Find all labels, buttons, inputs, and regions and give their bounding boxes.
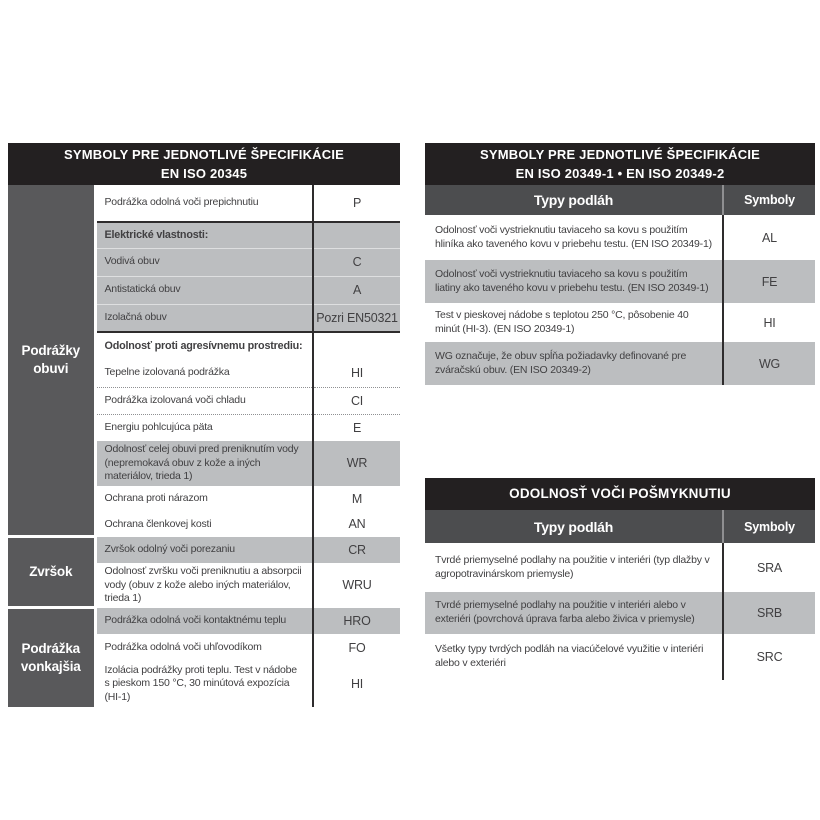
row-description: Odolnosť voči vystrieknutiu taviaceho sa kovu s použitím liatiny ako taveného kovu v priebehu testu. (EN ISO 20349-1)	[425, 260, 723, 303]
table-title-line1: SYMBOLY PRE JEDNOTLIVÉ ŠPECIFIKÁCIE	[479, 146, 761, 162]
row-symbol: SRC	[723, 634, 815, 680]
table-title: ODOLNOSŤ VOČI POŠMYKNUTIU	[425, 478, 815, 510]
row-description: Test v pieskovej nádobe s teplotou 250 °C, pôsobenie 40 minút (HI-3). (EN ISO 20349-1)	[425, 303, 723, 342]
row-symbol: AN	[313, 512, 400, 537]
row-description: Izolačná obuv	[95, 304, 313, 332]
row-symbol: AL	[723, 215, 815, 260]
table-row	[425, 215, 815, 260]
row-symbol: WRU	[313, 563, 400, 608]
row-symbol: WG	[723, 342, 815, 385]
row-description: Všetky typy tvrdých podláh na viacúčelové využitie v interiéri alebo v exteriéri	[425, 634, 723, 680]
row-description: WG označuje, že obuv spĺňa požiadavky definované pre zváračskú obuv. (EN ISO 20349-2)	[425, 342, 723, 385]
table-row	[425, 592, 815, 634]
row-description: Ochrana proti nárazom	[95, 486, 313, 512]
row-description: Tvrdé priemyselné podlahy na použitie v interiéri (typ dlažby v agropotravinárskom priemysle)	[425, 543, 723, 592]
table-title	[8, 143, 400, 185]
table-en-iso-20349	[425, 143, 815, 385]
column-header-symboly: Symboly	[723, 185, 815, 215]
row-description: Odolnosť proti agresívnemu prostrediu:	[95, 332, 313, 360]
row-description: Podrážka odolná voči kontaktnému teplu	[95, 608, 313, 634]
row-symbol: FO	[313, 634, 400, 662]
row-description: Podrážka izolovaná voči chladu	[95, 387, 313, 414]
table-title-line2: EN ISO 20349-1 • EN ISO 20349-2	[515, 166, 725, 181]
row-description: Tepelne izolovaná podrážka	[95, 360, 313, 387]
category-podrazka-vonkajsia: Podrážka vonkajšia	[8, 608, 95, 707]
row-symbol: M	[313, 486, 400, 512]
category-podrazky-obuvi: Podrážky obuvi	[8, 185, 95, 537]
row-symbol: SRB	[723, 592, 815, 634]
column-header-typy-podlah: Typy podláh	[425, 510, 723, 543]
row-description: Zvršok odolný voči porezaniu	[95, 537, 313, 563]
row-description: Podrážka odolná voči prepichnutiu	[95, 185, 313, 222]
row-symbol: HI	[313, 360, 400, 387]
row-description: Izolácia podrážky proti teplu. Test v nádobe s pieskom 150 °C, 30 minútová expozícia (HI-1)	[95, 662, 313, 707]
table-row	[8, 608, 400, 634]
row-symbol: P	[313, 185, 400, 222]
row-description: Antistatická obuv	[95, 276, 313, 304]
table-title	[425, 143, 815, 185]
row-symbol: WR	[313, 441, 400, 486]
row-symbol: HI	[313, 662, 400, 707]
table-en-iso-20345	[8, 143, 400, 707]
table-title-row	[425, 143, 815, 185]
table-title-row	[425, 478, 815, 510]
column-header-row	[425, 510, 815, 543]
row-description: Odolnosť celej obuvi pred preniknutím vody (nepremokavá obuv z kože a iných materiálov, trieda 1)	[95, 441, 313, 486]
row-symbol: CI	[313, 387, 400, 414]
column-header-typy-podlah: Typy podláh	[425, 185, 723, 215]
row-description: Odolnosť zvršku voči preniknutiu a absorpcii vody (obuv z kože alebo iných materiálov, trieda 1)	[95, 563, 313, 608]
row-symbol: C	[313, 248, 400, 276]
row-description: Ochrana členkovej kosti	[95, 512, 313, 537]
column-header-row	[425, 185, 815, 215]
row-description: Tvrdé priemyselné podlahy na použitie v interiéri alebo v exteriéri (povrchová úprava farba alebo živica v priemysle)	[425, 592, 723, 634]
row-description: Podrážka odolná voči uhľovodíkom	[95, 634, 313, 662]
row-symbol: HRO	[313, 608, 400, 634]
row-symbol: A	[313, 276, 400, 304]
row-symbol: HI	[723, 303, 815, 342]
table-title-line1: SYMBOLY PRE JEDNOTLIVÉ ŠPECIFIKÁCIE	[63, 146, 345, 162]
table-row	[425, 543, 815, 592]
table-row	[8, 537, 400, 563]
row-symbol	[313, 332, 400, 360]
row-symbol: E	[313, 414, 400, 441]
table-row	[425, 342, 815, 385]
table-row	[425, 303, 815, 342]
table-row	[425, 260, 815, 303]
table-row	[8, 185, 400, 222]
row-symbol: SRA	[723, 543, 815, 592]
row-description: Energiu pohlcujúca päta	[95, 414, 313, 441]
row-symbol: Pozri EN50321	[313, 304, 400, 332]
row-description: Elektrické vlastnosti:	[95, 222, 313, 248]
row-description: Vodivá obuv	[95, 248, 313, 276]
row-symbol: CR	[313, 537, 400, 563]
row-symbol: FE	[723, 260, 815, 303]
table-row	[425, 634, 815, 680]
table-odolnost-voci-posmyknutiu	[425, 478, 815, 680]
category-zvrsok: Zvršok	[8, 537, 95, 608]
row-description: Odolnosť voči vystrieknutiu taviaceho sa kovu s použitím hliníka ako taveného kovu v priebehu testu. (EN ISO 20349-1)	[425, 215, 723, 260]
table-title-row	[8, 143, 400, 185]
table-title-line2: EN ISO 20345	[160, 166, 248, 181]
column-header-symboly: Symboly	[723, 510, 815, 543]
row-symbol	[313, 222, 400, 248]
